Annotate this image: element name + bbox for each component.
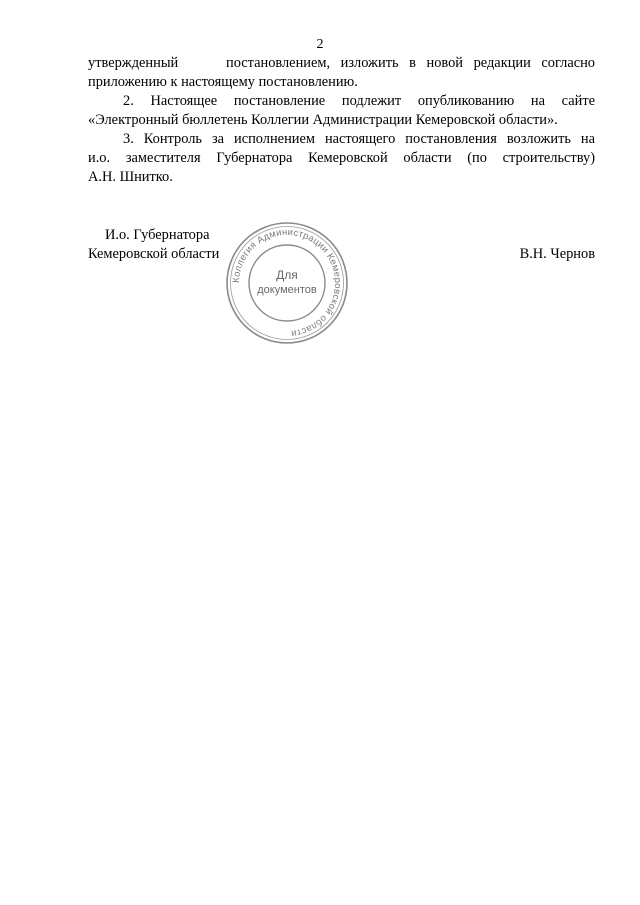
stamp-seal-icon: [225, 221, 349, 345]
signatory-title: И.о. Губернатора: [105, 227, 210, 243]
paragraph-line-3: 2. Настоящее постановление подлежит опубликованию на сайте: [123, 93, 595, 109]
document-body: [88, 54, 595, 187]
page-number: 2: [316, 37, 324, 52]
official-stamp: [225, 221, 349, 345]
paragraph-line-5: 3. Контроль за исполнением настоящего постановления возложить на: [123, 131, 595, 147]
stamp-center-line-1: Для: [276, 268, 298, 282]
paragraph-line-6: и.о. заместителя Губернатора Кемеровской области (по строительству): [88, 150, 595, 166]
signatory-name: В.Н. Чернов: [519, 246, 595, 262]
paragraph-line-1: [88, 54, 595, 73]
text-fragment: утвержденный: [88, 55, 179, 71]
paragraph-line-2: приложению к настоящему постановлению.: [88, 74, 358, 90]
paragraph-line-4: «Электронный бюллетень Коллегии Администрации Кемеровской области».: [88, 112, 558, 128]
stamp-ring-text: Коллегия Администрации Кемеровской области: [229, 225, 345, 340]
signatory-region: Кемеровской области: [88, 246, 220, 262]
text-fragment: постановлением, изложить в новой редакции согласно: [226, 55, 595, 71]
stamp-center-line-2: документов: [257, 284, 317, 296]
paragraph-line-7: А.Н. Шнитко.: [88, 169, 173, 185]
